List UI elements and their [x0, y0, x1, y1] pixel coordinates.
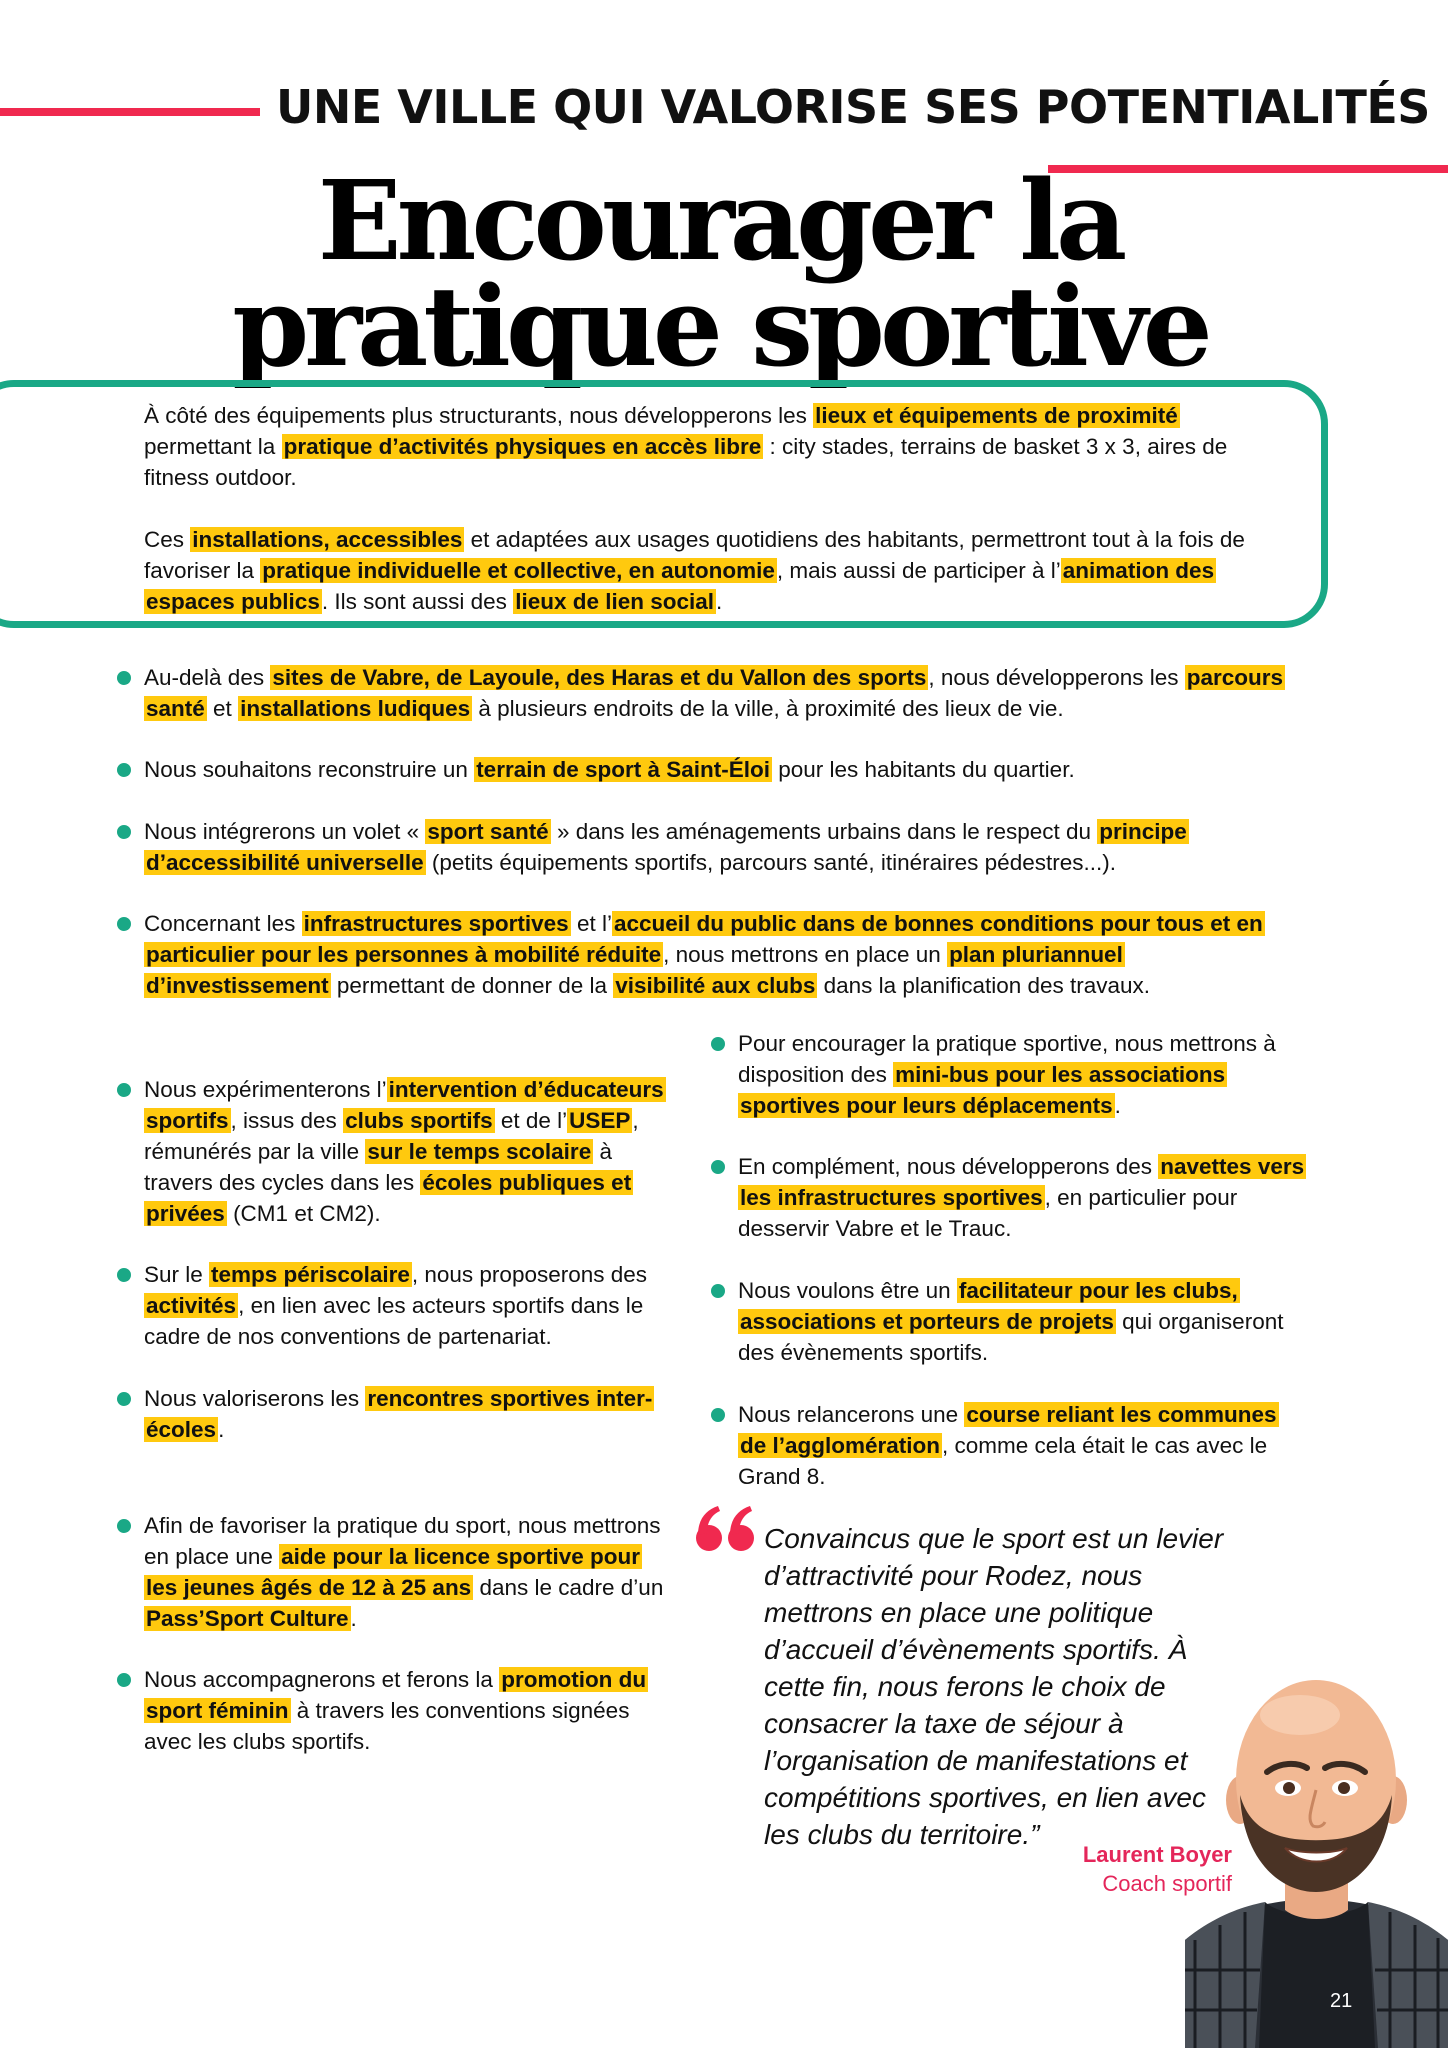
- text-segment: dans la planification des travaux.: [817, 973, 1151, 998]
- text-segment: qui organiseront des évènements sportifs.: [738, 1309, 1284, 1365]
- text-segment: Nous voulons être un: [738, 1278, 957, 1303]
- highlighted-text: Pass’Sport Culture: [146, 1606, 349, 1631]
- highlighted-text: accueil du public dans de bonnes conditions pour tous et en particulier pour les personnes à mobilité réduite: [146, 911, 1263, 967]
- text-segment: pour les habitants du quartier.: [772, 757, 1075, 782]
- highlighted-text: activités: [146, 1293, 237, 1318]
- text-segment: (CM1 et CM2).: [226, 1201, 381, 1226]
- list-item: [144, 1259, 674, 1352]
- text-segment: Ces: [144, 527, 191, 552]
- text-segment: , issus des: [230, 1108, 344, 1133]
- text-segment: , en particulier pour desservir Vabre et le Trauc.: [738, 1185, 1238, 1241]
- text-segment: Sur le: [144, 1262, 210, 1287]
- list-item: [144, 908, 1294, 1001]
- text-segment: permettant la: [144, 434, 282, 459]
- list-item: [144, 1383, 674, 1445]
- highlighted-text: mini-bus pour les associations sportives pour leurs déplacements: [740, 1062, 1226, 1118]
- highlighted-text: lieux de lien social: [515, 589, 715, 614]
- coach-portrait-illustration: [1185, 1670, 1448, 2048]
- list-item: [144, 1664, 674, 1757]
- red-line-left: [0, 108, 260, 116]
- highlighted-text: course reliant les communes de l’agglomération: [740, 1402, 1277, 1458]
- highlighted-text: navettes vers les infrastructures sportives: [740, 1154, 1305, 1210]
- highlighted-text: principe d’accessibilité universelle: [146, 819, 1187, 875]
- text-segment: , comme cela était le cas avec le Grand 8.: [738, 1433, 1268, 1489]
- highlighted-text: animation des espaces publics: [146, 558, 1215, 614]
- highlighted-text: USEP: [569, 1108, 631, 1133]
- text-segment: à travers des cycles dans les: [144, 1139, 612, 1195]
- text-segment: .: [716, 589, 723, 614]
- list-item: [144, 1074, 674, 1229]
- text-segment: À côté des équipements plus structurants, nous développerons les: [144, 403, 814, 428]
- highlighted-text: installations, accessibles: [192, 527, 463, 552]
- highlighted-text: terrain de sport à Saint-Éloi: [476, 757, 770, 782]
- text-segment: En complément, nous développerons des: [738, 1154, 1159, 1179]
- text-segment: , rémunérés par la ville: [144, 1108, 639, 1164]
- text-segment: Au-delà des: [144, 665, 271, 690]
- text-segment: .: [1114, 1093, 1121, 1118]
- text-segment: Nous valoriserons les: [144, 1386, 366, 1411]
- list-item: [144, 816, 1294, 878]
- intro-paragraph-1: [144, 400, 1290, 493]
- text-segment: , mais aussi de participer à l’: [776, 558, 1061, 583]
- intro-paragraph-2: [144, 524, 1290, 617]
- quote-mark-icon: [694, 1505, 758, 1553]
- highlighted-text: sport santé: [427, 819, 549, 844]
- text-segment: à travers les conventions signées avec les clubs sportifs.: [144, 1698, 630, 1754]
- section-kicker: UNE VILLE QUI VALORISE SES POTENTIALITÉS: [276, 80, 1430, 134]
- highlighted-text: parcours santé: [146, 665, 1284, 721]
- list-item: [144, 754, 1294, 785]
- text-segment: , nous mettrons en place un: [663, 942, 948, 967]
- text-segment: à plusieurs endroits de la ville, à proximité des lieux de vie.: [472, 696, 1064, 721]
- text-segment: dans le cadre d’un: [473, 1575, 664, 1600]
- list-item: [738, 1151, 1308, 1244]
- text-segment: .: [350, 1606, 357, 1631]
- text-segment: Nous expérimenterons l’: [144, 1077, 387, 1102]
- quote-text: Convaincus que le sport est un levier d’attractivité pour Rodez, nous mettrons en place une politique d’accueil d’évènements sportifs. À cette fin, nous ferons le choix de consacrer la taxe de séjour à l’organisation de manifestations et compétitions sportives, en lien avec les clubs du territoire.”: [764, 1523, 1224, 1850]
- page-title-line-1: Encourager la: [317, 156, 1123, 285]
- text-segment: . Ils sont aussi des: [321, 589, 514, 614]
- highlighted-text: pratique d’activités physiques en accès libre: [283, 434, 762, 459]
- highlighted-text: clubs sportifs: [345, 1108, 493, 1133]
- highlighted-text: lieux et équipements de proximité: [815, 403, 1178, 428]
- text-segment: Nous intégrerons un volet «: [144, 819, 426, 844]
- highlighted-text: aide pour la licence sportive pour les jeunes âgés de 12 à 25 ans: [146, 1544, 640, 1600]
- quote-author-role: Coach sportif: [1102, 1871, 1232, 1896]
- text-segment: , en lien avec les acteurs sportifs dans le cadre de nos conventions de partenariat.: [144, 1293, 644, 1349]
- text-segment: et l’: [570, 911, 612, 936]
- highlighted-text: intervention d’éducateurs sportifs: [146, 1077, 664, 1133]
- highlighted-text: visibilité aux clubs: [615, 973, 816, 998]
- text-segment: Concernant les: [144, 911, 302, 936]
- list-item: [738, 1028, 1308, 1121]
- highlighted-text: pratique individuelle et collective, en autonomie: [262, 558, 775, 583]
- text-segment: et de l’: [494, 1108, 568, 1133]
- text-segment: Nous souhaitons reconstruire un: [144, 757, 475, 782]
- text-segment: » dans les aménagements urbains dans le respect du: [550, 819, 1098, 844]
- list-item: [738, 1399, 1308, 1492]
- highlighted-text: temps périscolaire: [211, 1262, 410, 1287]
- highlighted-text: installations ludiques: [240, 696, 471, 721]
- text-segment: permettant de donner de la: [330, 973, 614, 998]
- text-segment: , nous proposerons des: [411, 1262, 648, 1287]
- page-title: [230, 156, 1210, 391]
- page-number: 21: [1330, 1990, 1353, 2012]
- highlighted-text: infrastructures sportives: [303, 911, 569, 936]
- text-segment: Afin de favoriser la pratique du sport, nous mettrons en place une: [144, 1513, 661, 1569]
- highlighted-text: écoles publiques et privées: [146, 1170, 632, 1226]
- list-item: [738, 1275, 1308, 1368]
- text-segment: : city stades, terrains de basket 3 x 3, aires de fitness outdoor.: [144, 434, 1228, 490]
- highlighted-text: promotion du sport féminin: [146, 1667, 647, 1723]
- highlighted-text: sites de Vabre, de Layoule, des Haras et du Vallon des sports: [272, 665, 927, 690]
- text-segment: Nous accompagnerons et ferons la: [144, 1667, 500, 1692]
- list-item: [144, 1510, 674, 1634]
- text-segment: et: [206, 696, 239, 721]
- text-segment: Pour encourager la pratique sportive, nous mettrons à disposition des: [738, 1031, 1276, 1087]
- text-segment: et adaptées aux usages quotidiens des habitants, permettront tout à la fois de favoriser la: [144, 527, 1245, 583]
- highlighted-text: rencontres sportives inter-écoles: [146, 1386, 653, 1442]
- text-segment: .: [218, 1417, 225, 1442]
- text-segment: Nous relancerons une: [738, 1402, 965, 1427]
- highlighted-text: facilitateur pour les clubs, associations et porteurs de projets: [740, 1278, 1238, 1334]
- highlighted-text: plan pluriannuel d’investissement: [146, 942, 1123, 998]
- highlighted-text: sur le temps scolaire: [367, 1139, 592, 1164]
- text-segment: (petits équipements sportifs, parcours santé, itinéraires pédestres...).: [425, 850, 1116, 875]
- list-item: [144, 662, 1294, 724]
- page-title-line-2: pratique sportive: [232, 262, 1208, 391]
- text-segment: , nous développerons les: [928, 665, 1185, 690]
- quote-author-name: Laurent Boyer: [1082, 1842, 1232, 1867]
